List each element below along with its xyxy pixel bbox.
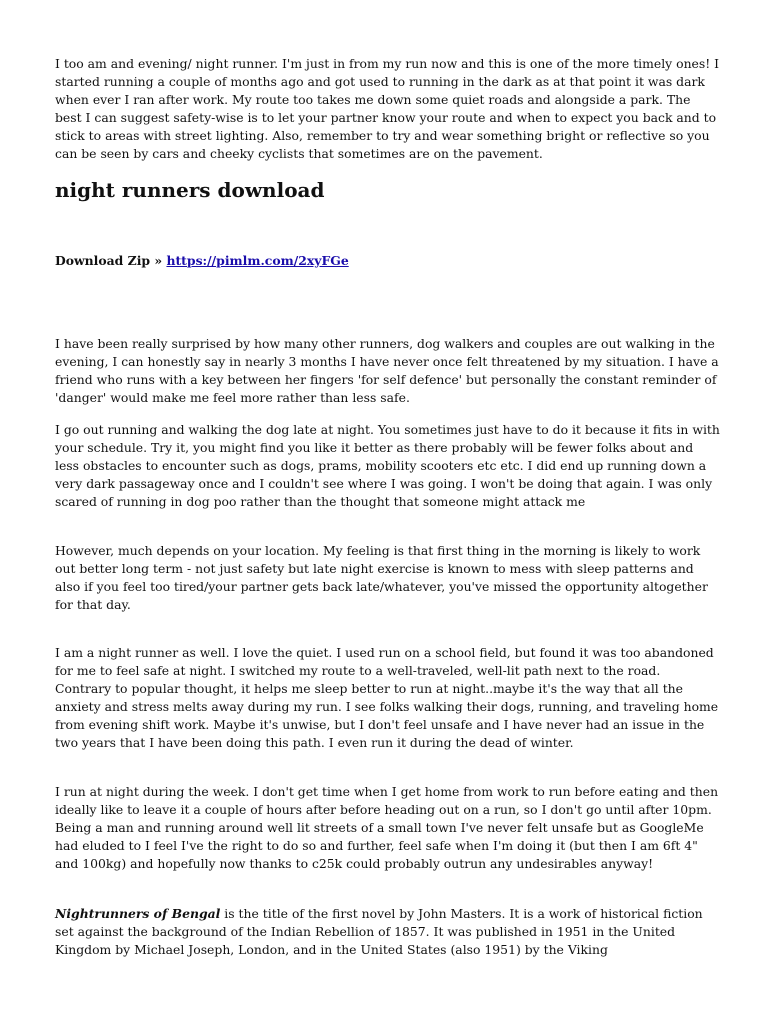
novel-title: Nightrunners of Bengal bbox=[55, 906, 221, 921]
paragraph-run-at-night: I run at night during the week. I don't get time when I get home from work to run before eating and then ideally like to leave it a couple of hours after before heading out on a run, so I don't go until after 10pm. Being a man and running around well lit streets of a small town I've never felt unsafe but as GoogleMe had eluded to I feel I've the right to do so and further, feel safe when I'm doing it (but then I am 6ft 4" and 100kg) and hopefully now thanks to c25k could probably outrun any undesirables anyway! bbox=[55, 784, 719, 871]
page-heading: night runners download bbox=[55, 178, 325, 202]
download-line bbox=[55, 252, 349, 270]
novel-description: is the title of the first novel by John Masters. It is a work of historical fiction set against the background of the Indian Rebellion of 1857. It was published in 1951 in the United Kingdom by Michael Joseph, London, and in the United States (also 1951) by the Viking bbox=[55, 906, 703, 957]
paragraph-night-runner: I am a night runner as well. I love the quiet. I used run on a school field, but found it was too abandoned for me to feel safe at night. I switched my route to a well-traveled, well-lit path next to the road. Contrary to popular thought, it helps me sleep better to run at night..maybe it's the way that all the anxiety and stress melts away during my run. I see folks walking their dogs, running, and traveling home from evening shift work. Maybe it's unwise, but I don't feel unsafe and I have never had an issue in the two years that I have been doing this path. I even run it during the dead of winter. bbox=[55, 645, 719, 750]
download-link[interactable]: https://pimlm.com/2xyFGe bbox=[166, 253, 349, 268]
paragraph-surprised: I have been really surprised by how many other runners, dog walkers and couples are out walking in the evening, I can honestly say in nearly 3 months I have never once felt threatened by my situation. I have a friend who runs with a key between her fingers 'for self defence' but personally the constant reminder of 'danger' would make me feel more rather than less safe. bbox=[55, 336, 719, 405]
paragraph-location: However, much depends on your location. My feeling is that first thing in the morning is likely to work out better long term - not just safety but late night exercise is known to mess with sleep patterns and also if you feel too tired/your partner gets back late/whatever, you've missed the opportunity altogether for that day. bbox=[55, 543, 708, 612]
paragraph-intro: I too am and evening/ night runner. I'm just in from my run now and this is one of the more timely ones! I started running a couple of months ago and got used to running in the dark as at that point it was dark when ever I ran after work. My route too takes me down some quiet roads and alongside a park. The best I can suggest safety-wise is to let your partner know your route and when to expect you back and to stick to areas with street lighting. Also, remember to try and wear something bright or reflective so you can be seen by cars and cheeky cyclists that sometimes are on the pavement. bbox=[55, 56, 720, 161]
download-label: Download Zip » bbox=[55, 253, 167, 268]
paragraph-novel bbox=[55, 905, 720, 959]
paragraph-walking-dog: I go out running and walking the dog late at night. You sometimes just have to do it because it fits in with your schedule. Try it, you might find you like it better as there probably will be fewer folks about and less obstacles to encounter such as dogs, prams, mobility scooters etc etc. I did end up running down a very dark passageway once and I couldn't see where I was going. I won't be doing that again. I was only scared of running in dog poo rather than the thought that someone might attack me bbox=[55, 422, 720, 509]
